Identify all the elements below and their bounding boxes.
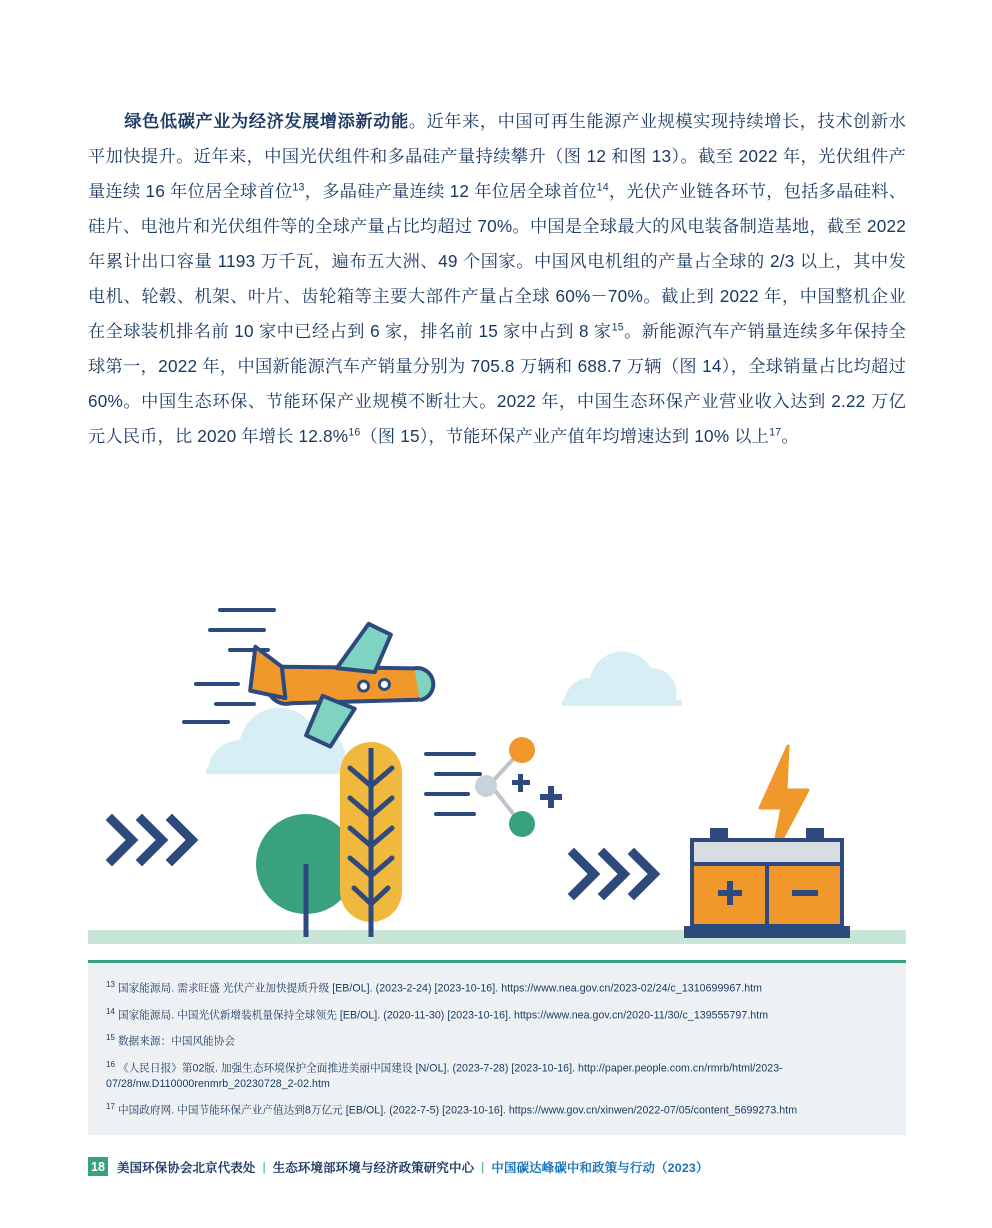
footnotes-block <box>88 960 906 1135</box>
footer-report-title: 中国碳达峰碳中和政策与行动（2023） <box>491 1160 709 1175</box>
arrow-chevrons-right-icon <box>574 854 654 894</box>
footer-center: 生态环境部环境与经济政策研究中心 <box>272 1160 475 1175</box>
paragraph-text-3: ，光伏产业链各环节，包括多晶硅料、硅片、电池片和光伏组件等的全球产量占比均超过 70%。中国是全球最大的风电装备制造基地，截至 2022 年累计出口容量 1193 万千瓦，遍布五大洲、49 个国家。中国风电机组的产量占全球的 2/3 以上，其中发电机、轮毂、机架、叶片、齿轮箱等主要大部件产量占全球 60%－70%。截止到 2022 年，中国整机企业在全球装机排名前 10 家中已经占到 6 家，排名前 15 家中占到 8 家 <box>88 181 906 341</box>
footer-organization: 美国环保协会北京代表处 <box>117 1160 256 1175</box>
footnote-text: 国家能源局. 中国光伏新增装机量保持全球领先 [EB/OL]. (2020-11-30) [2023-10-16]. https://www.nea.gov.cn/2020-11/30/c_139555797.htm <box>118 1009 769 1022</box>
paragraph-lead: 绿色低碳产业为经济发展增添新动能 <box>124 111 409 131</box>
cloud-right-icon <box>562 651 682 706</box>
body-paragraph <box>88 104 906 454</box>
paragraph-text-6: 。 <box>781 426 799 446</box>
paragraph-text-5: （图 15），节能环保产业产值年均增速达到 10% 以上 <box>360 426 770 446</box>
battery-minus-sign <box>792 890 818 896</box>
green-low-carbon-illustration <box>88 572 906 962</box>
footnote-text: 中国政府网. 中国节能环保产业产值达到8万亿元 [EB/OL]. (2022-7-5) [2023-10-16]. https://www.gov.cn/xinwen/2022-07/05/content_5699273.htm <box>118 1104 798 1117</box>
footnote-ref-13[interactable]: 13 <box>292 181 305 194</box>
battery-icon <box>684 828 850 938</box>
tree-tall-icon <box>340 742 402 937</box>
footnote-item <box>106 1099 888 1119</box>
footnote-ref-15[interactable]: 15 <box>611 321 624 334</box>
footnote-item <box>106 1030 888 1050</box>
paragraph-text-2: ，多晶硅产量连续 12 年位居全球首位 <box>304 181 597 201</box>
page-footer <box>88 1157 906 1176</box>
footnote-number: 13 <box>106 980 115 989</box>
footnote-number: 15 <box>106 1033 115 1043</box>
molecule-icon <box>426 737 562 837</box>
footnote-ref-17[interactable]: 17 <box>769 426 782 439</box>
footnote-text: 《人民日报》第02版. 加强生态环境保护全面推进美丽中国建设 [N/OL]. (2023-7-28) [2023-10-16]. http://paper.people.com.cn/rmrb/html/2023-07/28/nw.D110000renmrb_20230728_2-02.htm <box>106 1062 783 1091</box>
footnote-item <box>106 1004 888 1024</box>
arrow-chevrons-left-icon <box>112 820 192 860</box>
footer-separator: | <box>481 1159 485 1174</box>
page-number-badge: 18 <box>88 1157 108 1176</box>
footnote-item <box>106 977 888 997</box>
footnote-ref-16[interactable]: 16 <box>348 426 361 439</box>
footnote-item <box>106 1057 888 1093</box>
footnote-ref-14[interactable]: 14 <box>596 181 609 194</box>
footnote-number: 17 <box>106 1102 115 1112</box>
footer-separator: | <box>262 1159 266 1174</box>
footnote-number: 14 <box>106 1006 115 1016</box>
footnote-text: 国家能源局. 需求旺盛 光伏产业加快提质升级 [EB/OL]. (2023-2-24) [2023-10-16]. https://www.nea.gov.cn/2023-02/24/c_1310699967.htm <box>118 982 763 995</box>
paragraph-text-4: 。新能源汽车产销量连续多年保持全球第一，2022 年，中国新能源汽车产销量分别为 705.8 万辆和 688.7 万辆（图 14），全球销量占比均超过 60%。中国生态环保、节能环保产业规模不断壮大。2022 年，中国生态环保产业营业收入达到 2.22 万亿元人民币，比 2020 年增长 12.8% <box>88 321 906 446</box>
footnote-text: 数据来源：中国风能协会 <box>118 1035 236 1048</box>
footnote-number: 16 <box>106 1059 115 1069</box>
paragraph-text-1: 。近年来，中国可再生能源产业规模实现持续增长，技术创新水平加快提升。近年来，中国光伏组件和多晶硅产量持续攀升（图 12 和图 13）。截至 2022 年，光伏组件产量连续 16 年位居全球首位 <box>88 111 906 201</box>
